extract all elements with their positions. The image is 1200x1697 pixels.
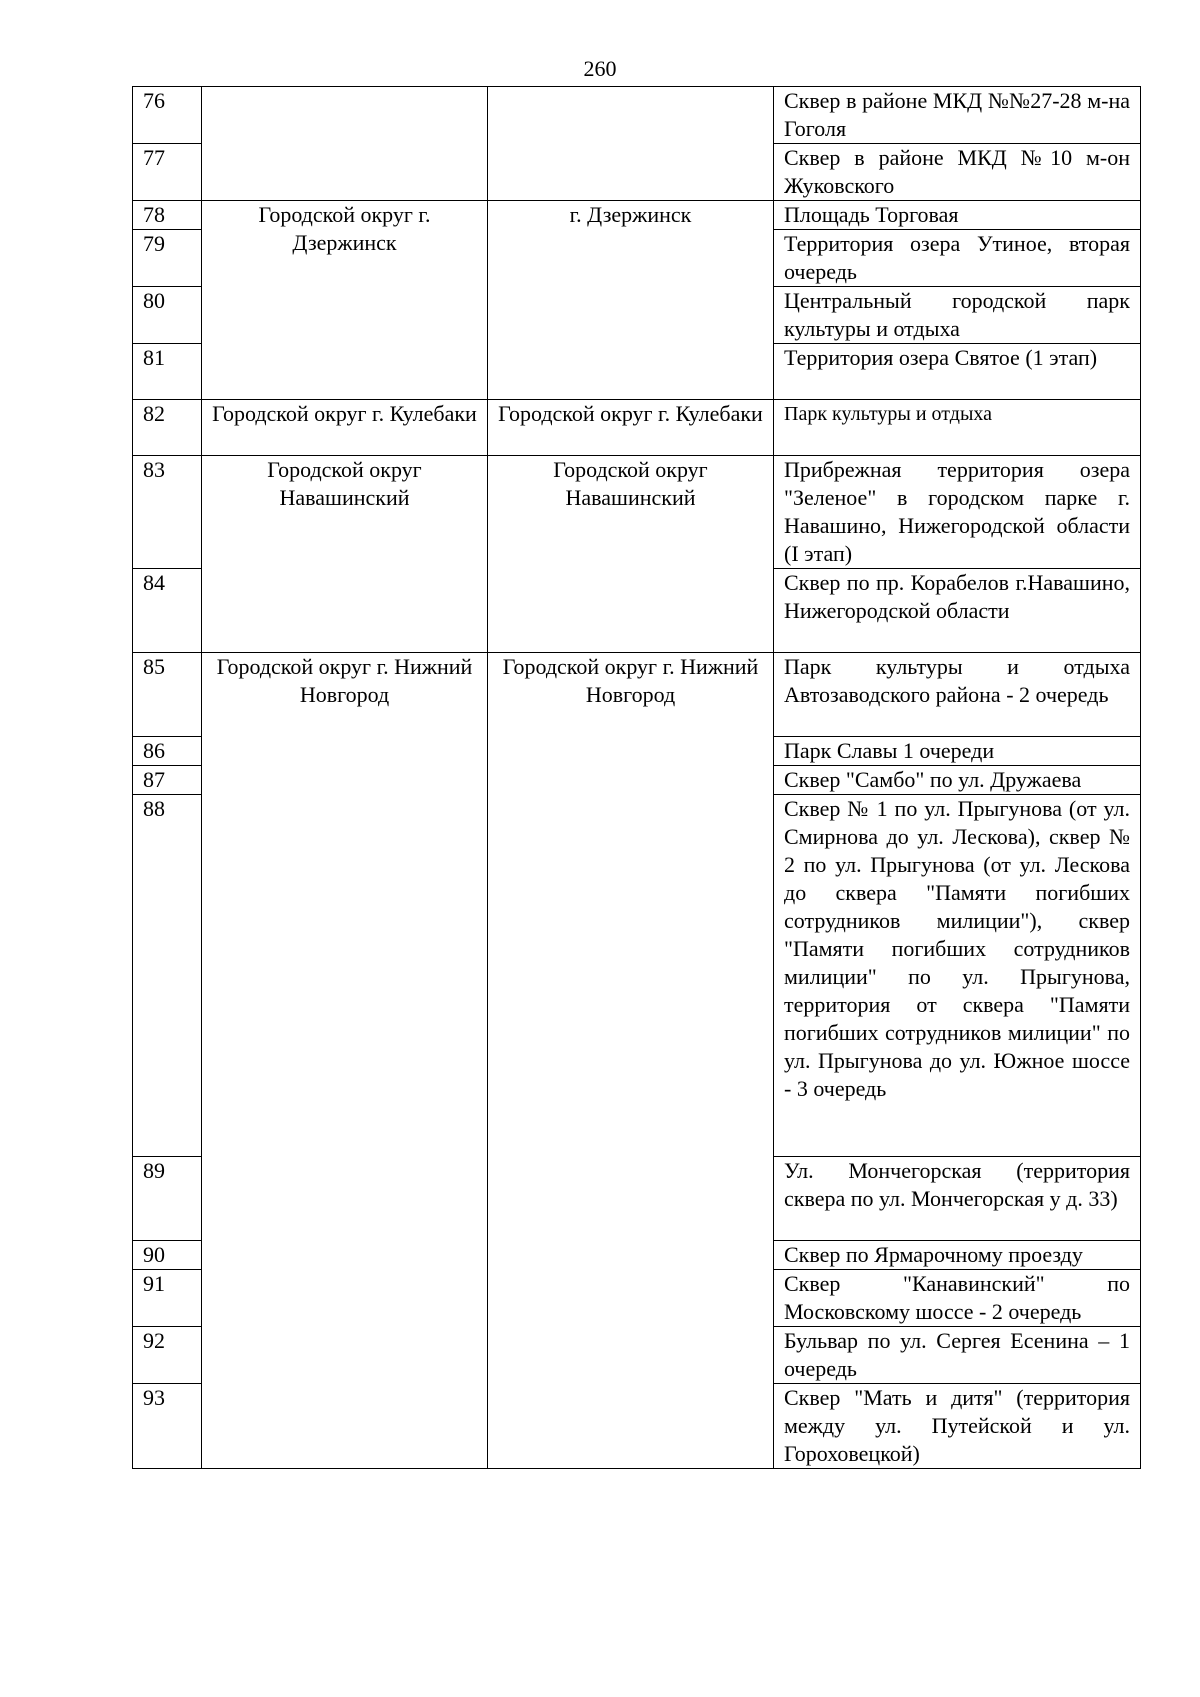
- municipality-cell: Городской округ Навашинский: [488, 456, 774, 653]
- table-row: [133, 201, 1141, 230]
- row-number: 86: [133, 737, 202, 766]
- object-cell: Сквер "Канавинский" по Московскому шоссе - 2 очередь: [774, 1270, 1141, 1327]
- object-cell: Сквер "Самбо" по ул. Дружаева: [774, 766, 1141, 795]
- row-number: 79: [133, 230, 202, 287]
- table-row: [133, 400, 1141, 456]
- row-number: 93: [133, 1384, 202, 1469]
- object-cell: Территория озера Святое (1 этап): [774, 344, 1141, 400]
- row-number: 81: [133, 344, 202, 400]
- row-number: 76: [133, 87, 202, 144]
- object-cell: Сквер в районе МКД №10 м-он Жуковского: [774, 144, 1141, 201]
- row-number: 92: [133, 1327, 202, 1384]
- district-cell: [202, 87, 488, 201]
- row-number: 87: [133, 766, 202, 795]
- row-number: 85: [133, 653, 202, 737]
- district-cell: Городской округ Навашинский: [202, 456, 488, 653]
- municipality-cell: г. Дзержинск: [488, 201, 774, 400]
- row-number: 84: [133, 569, 202, 653]
- object-cell: Парк культуры и отдыха Автозаводского района - 2 очередь: [774, 653, 1141, 737]
- object-cell: Сквер № 1 по ул. Прыгунова (от ул. Смирнова до ул. Лескова), сквер № 2 по ул. Прыгунова (от ул. Лескова до сквера "Памяти погибших сотрудников милиции"), сквер "Памяти погибших сотрудников милиции" по ул. Прыгунова, территория от сквера "Памяти погибших сотрудников милиции" по ул. Прыгунова до ул. Южное шоссе - 3 очередь: [774, 795, 1141, 1157]
- territories-table: [132, 86, 1141, 1469]
- municipality-cell: Городской округ г. Нижний Новгород: [488, 653, 774, 1469]
- object-cell: Сквер по пр. Корабелов г.Навашино, Нижегородской области: [774, 569, 1141, 653]
- object-cell: Центральный городской парк культуры и отдыха: [774, 287, 1141, 344]
- row-number: 90: [133, 1241, 202, 1270]
- district-cell: Городской округ г. Нижний Новгород: [202, 653, 488, 1469]
- object-cell: Парк культуры и отдыха: [774, 400, 1141, 456]
- row-number: 82: [133, 400, 202, 456]
- object-cell: Сквер в районе МКД №№27-28 м-на Гоголя: [774, 87, 1141, 144]
- object-cell: Сквер по Ярмарочному проезду: [774, 1241, 1141, 1270]
- table-row: [133, 653, 1141, 737]
- municipality-cell: Городской округ г. Кулебаки: [488, 400, 774, 456]
- row-number: 78: [133, 201, 202, 230]
- object-cell: Прибрежная территория озера "Зеленое" в городском парке г. Навашино, Нижегородской области (I этап): [774, 456, 1141, 569]
- row-number: 80: [133, 287, 202, 344]
- page-number: 260: [583, 56, 617, 81]
- row-number: 89: [133, 1157, 202, 1241]
- row-number: 91: [133, 1270, 202, 1327]
- row-number: 83: [133, 456, 202, 569]
- table-row: [133, 87, 1141, 144]
- row-number: 88: [133, 795, 202, 1157]
- object-cell: Бульвар по ул. Сергея Есенина – 1 очередь: [774, 1327, 1141, 1384]
- district-cell: Городской округ г. Кулебаки: [202, 400, 488, 456]
- object-cell: Парк Славы 1 очереди: [774, 737, 1141, 766]
- object-cell: Сквер "Мать и дитя" (территория между ул. Путейской и ул. Гороховецкой): [774, 1384, 1141, 1469]
- object-cell: Территория озера Утиное, вторая очередь: [774, 230, 1141, 287]
- object-cell: Площадь Торговая: [774, 201, 1141, 230]
- object-cell: Ул. Мончегорская (территория сквера по ул. Мончегорская у д. 33): [774, 1157, 1141, 1241]
- district-cell: Городской округ г. Дзержинск: [202, 201, 488, 400]
- row-number: 77: [133, 144, 202, 201]
- table-row: [133, 456, 1141, 569]
- municipality-cell: [488, 87, 774, 201]
